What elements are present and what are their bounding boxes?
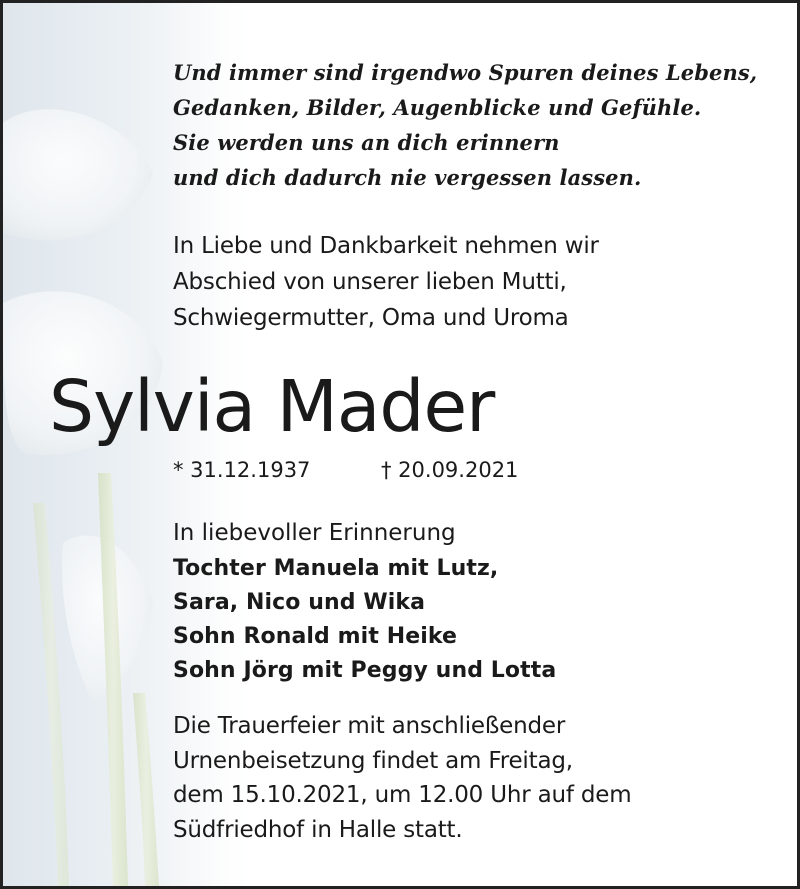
- memorial-poem: [173, 55, 783, 195]
- deceased-name: Sylvia Mader: [49, 365, 495, 448]
- mourner-line: Sara, Nico und Wika: [173, 590, 426, 615]
- poem-line: Und immer sind irgendwo Spuren deines Lebens,: [173, 60, 758, 85]
- death-date: † 20.09.2021: [381, 458, 519, 482]
- poem-line: Gedanken, Bilder, Augenblicke und Gefühle.: [173, 95, 702, 120]
- memory-label: In liebevoller Erinnerung: [173, 520, 456, 546]
- farewell-intro: [173, 228, 599, 336]
- intro-line: Abschied von unserer lieben Mutti,: [173, 269, 567, 295]
- birth-date: * 31.12.1937: [173, 458, 311, 482]
- intro-line: In Liebe und Dankbarkeit nehmen wir: [173, 233, 599, 259]
- funeral-line: Südfriedhof in Halle statt.: [173, 816, 463, 843]
- life-dates: [173, 453, 519, 487]
- intro-line: Schwiegermutter, Oma und Uroma: [173, 305, 569, 331]
- funeral-line: Urnenbeisetzung findet am Freitag,: [173, 747, 573, 774]
- funeral-line: dem 15.10.2021, um 12.00 Uhr auf dem: [173, 782, 632, 808]
- mourner-line: Sohn Jörg mit Peggy und Lotta: [173, 658, 557, 683]
- mourner-line: Tochter Manuela mit Lutz,: [173, 556, 499, 581]
- funeral-line: Die Trauerfeier mit anschließender: [173, 713, 566, 739]
- mourner-line: Sohn Ronald mit Heike: [173, 624, 458, 649]
- funeral-notice: [173, 709, 631, 847]
- poem-line: und dich dadurch nie vergessen lassen.: [173, 165, 642, 190]
- mourners-list: [173, 552, 556, 688]
- poem-line: Sie werden uns an dich erinnern: [173, 130, 560, 155]
